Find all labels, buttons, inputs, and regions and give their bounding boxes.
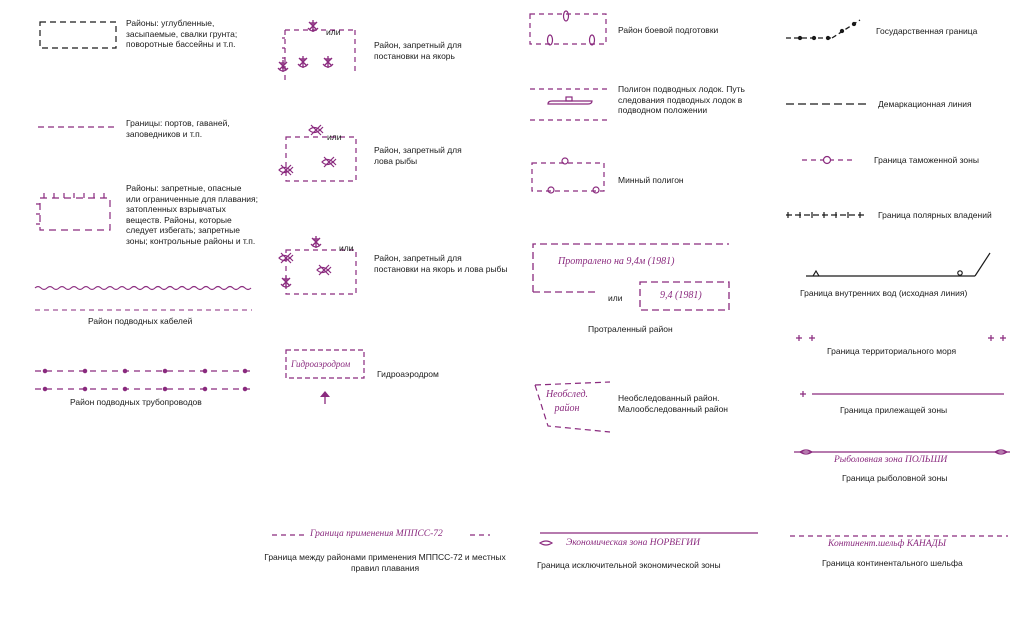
- submarine-area-label: Полигон подводных лодок. Путь следования подводных лодок в подводном положении: [618, 84, 745, 115]
- colregs-tag: Граница применения МППСС-72: [310, 529, 443, 539]
- mine-area-label: Минный полигон: [618, 175, 684, 185]
- no-anchor-symbol: [278, 20, 355, 80]
- restricted-area-label: Районы: запретные, опасные или ограниченные для плавания; затопленных взрывчатых веществ. Районы, которые следует избегать; запретные зоны; контрольные районы и т.п.: [126, 183, 259, 246]
- contiguous-zone-symbol: [800, 391, 1004, 397]
- dredged-area-symbol: [40, 22, 116, 48]
- eez-tag: Экономическая зона НОРВЕГИИ: [566, 538, 700, 548]
- restricted-area-symbol: [36, 193, 110, 230]
- pipeline-area-label: Район подводных трубопроводов: [70, 397, 202, 407]
- polar-border-symbol: [786, 212, 866, 218]
- state-border-label: Государственная граница: [876, 26, 978, 36]
- no-fishing-label: Район, запретный для лова рыбы: [374, 145, 462, 166]
- customs-border-symbol: [802, 157, 856, 164]
- demarcation-label: Демаркационная линия: [878, 99, 972, 109]
- or-label-3: или: [339, 243, 354, 253]
- no-anchor-fishing-label: Район, запретный для постановки на якорь и лова рыбы: [374, 253, 508, 274]
- dredged-area-label: Районы: углубленные, засыпаемые, свалки грунта; поворотные бассейны и т.п.: [126, 18, 238, 49]
- or-label-4: или: [608, 293, 623, 303]
- eez-label: Граница исключительной экономической зоны: [537, 560, 721, 570]
- cable-area-label: Район подводных кабелей: [88, 316, 193, 326]
- training-area-symbol: [530, 11, 606, 45]
- no-fishing-symbol: [279, 125, 356, 181]
- pipeline-area-symbol: [35, 369, 252, 390]
- swept-area-tag: Протралено на 9,4м (1981): [558, 256, 675, 267]
- unsurveyed-tag: Необслед. район: [545, 389, 589, 414]
- swept-area-label: Протраленный район: [588, 324, 673, 334]
- fishing-zone-tag: Рыболовная зона ПОЛЬШИ: [834, 455, 948, 465]
- territorial-sea-symbol: [796, 335, 1006, 341]
- cable-area-symbol: [35, 287, 252, 311]
- port-limits-label: Границы: портов, гаваней, заповедников и т.п.: [126, 118, 230, 139]
- baseline-label: Граница внутренних вод (исходная линия): [800, 288, 968, 298]
- training-area-label: Район боевой подготовки: [618, 25, 719, 35]
- fishing-zone-label: Граница рыболовной зоны: [842, 473, 948, 483]
- seaplane-tag: Гидроаэродром: [291, 359, 351, 369]
- baseline-symbol: [806, 253, 990, 276]
- seaplane-label: Гидроаэродром: [377, 369, 439, 379]
- or-label-1: или: [326, 27, 341, 37]
- no-anchor-label: Район, запретный для постановки на якорь: [374, 40, 462, 61]
- swept-small-tag: 9,4 (1981): [660, 290, 702, 301]
- territorial-sea-label: Граница территориального моря: [827, 346, 957, 356]
- colregs-label: Граница между районами применения МППСС-72 и местных правил плавания: [264, 552, 506, 573]
- shelf-tag: Континент.шельф КАНАДЫ: [828, 539, 946, 549]
- unsurveyed-label: Необследованный район. Малообследованный район: [618, 393, 729, 414]
- polar-border-label: Граница полярных владений: [878, 210, 992, 220]
- mine-area-symbol: [532, 158, 604, 193]
- shelf-label: Граница континентального шельфа: [822, 558, 963, 568]
- state-border-symbol: [786, 20, 860, 40]
- or-label-2: или: [327, 132, 342, 142]
- contiguous-zone-label: Граница прилежащей зоны: [840, 405, 948, 415]
- submarine-area-symbol: [530, 89, 610, 120]
- fishing-zone-symbol: [794, 450, 1010, 454]
- customs-border-label: Граница таможенной зоны: [874, 155, 979, 165]
